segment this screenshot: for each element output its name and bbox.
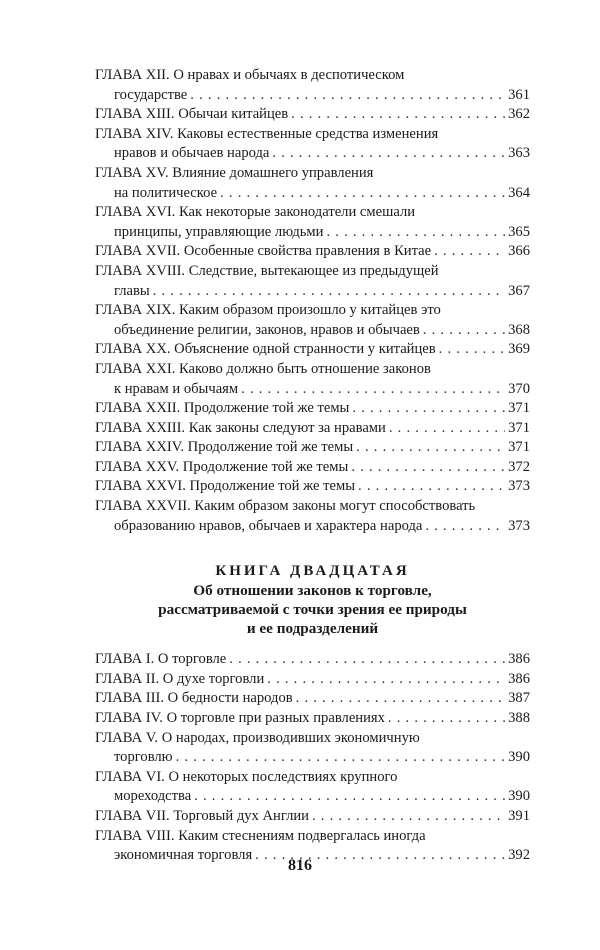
toc-entry-line bbox=[95, 125, 530, 145]
toc-entry-title: ГЛАВА XVII. Особенные свойства правления в Китае bbox=[95, 243, 432, 260]
toc-entry-title: государстве bbox=[114, 86, 188, 103]
toc-page-number: 368 bbox=[508, 321, 530, 338]
toc-entry-title: ГЛАВА XXVI. Продолжение той же темы bbox=[95, 478, 356, 495]
toc-page-number: 373 bbox=[508, 478, 530, 495]
toc-entry-line bbox=[95, 380, 530, 400]
toc-entry bbox=[95, 477, 530, 497]
toc-page-number: 372 bbox=[508, 458, 530, 475]
toc-entry-title: образованию нравов, обычаев и характера народа bbox=[114, 517, 423, 534]
toc-entry-title: ГЛАВА XIV. Каковы естественные средства изменения bbox=[95, 125, 439, 142]
toc-entry bbox=[95, 689, 530, 709]
toc-entry-title: ГЛАВА XXIV. Продолжение той же темы bbox=[95, 439, 354, 456]
leader-dots bbox=[229, 650, 505, 670]
leader-dots bbox=[220, 184, 505, 204]
leader-dots bbox=[194, 787, 505, 807]
toc-entry bbox=[95, 66, 530, 105]
leader-dots bbox=[425, 517, 505, 537]
leader-dots bbox=[352, 399, 505, 419]
toc-entry-line bbox=[95, 301, 530, 321]
toc-entry-line bbox=[95, 262, 530, 282]
leader-dots bbox=[434, 242, 505, 262]
toc-entry-line bbox=[95, 184, 530, 204]
leader-dots bbox=[190, 86, 505, 106]
leader-dots bbox=[389, 419, 505, 439]
toc-entry-line bbox=[95, 105, 530, 125]
toc-entry-line bbox=[95, 164, 530, 184]
toc-entry bbox=[95, 262, 530, 301]
toc-entry-line bbox=[95, 419, 530, 439]
toc-entry-line bbox=[95, 709, 530, 729]
toc-entry-title: ГЛАВА XVIII. Следствие, вытекающее из предыдущей bbox=[95, 262, 439, 279]
toc-page-number: 388 bbox=[508, 710, 530, 727]
toc-entry bbox=[95, 670, 530, 690]
leader-dots bbox=[351, 458, 505, 478]
leader-dots bbox=[388, 709, 505, 729]
toc-page-number: 373 bbox=[508, 517, 530, 534]
toc-entry-line bbox=[95, 340, 530, 360]
leader-dots bbox=[153, 282, 505, 302]
toc-entry bbox=[95, 768, 530, 807]
toc-entry bbox=[95, 438, 530, 458]
leader-dots bbox=[176, 748, 505, 768]
book-subtitle-line: рассматриваемой с точки зрения ее природы bbox=[158, 601, 467, 619]
toc-entry-title: торговлю bbox=[114, 749, 173, 766]
toc-entry bbox=[95, 360, 530, 399]
toc-entry-line bbox=[95, 477, 530, 497]
toc-entry-title: ГЛАВА XXII. Продолжение той же темы bbox=[95, 400, 350, 417]
toc-entry-title: ГЛАВА XIX. Каким образом произошло у китайцев это bbox=[95, 302, 441, 319]
toc-section-book-19 bbox=[95, 66, 530, 536]
toc-page-number: 392 bbox=[508, 847, 530, 864]
toc-entry-title: ГЛАВА XXV. Продолжение той же темы bbox=[95, 458, 349, 475]
toc-entry-line bbox=[95, 203, 530, 223]
leader-dots bbox=[439, 340, 505, 360]
book-heading bbox=[95, 562, 530, 638]
book-subtitle-line: и ее подразделений bbox=[246, 620, 379, 638]
toc-entry bbox=[95, 709, 530, 729]
toc-page-number: 386 bbox=[508, 670, 530, 687]
book-subtitle-line: Об отношении законов к торговле, bbox=[193, 582, 432, 600]
toc-entry bbox=[95, 650, 530, 670]
toc-entry-line bbox=[95, 86, 530, 106]
toc-entry-title: ГЛАВА VII. Торговый дух Англии bbox=[95, 808, 309, 824]
toc-entry-line bbox=[95, 497, 530, 517]
toc-entry-title: на политическое bbox=[114, 184, 218, 201]
toc-entry-title: ГЛАВА XVI. Как некоторые законодатели смешали bbox=[95, 204, 416, 221]
toc-page-number: 362 bbox=[508, 106, 530, 123]
toc-entry-line bbox=[95, 689, 530, 709]
toc-page-number: 390 bbox=[508, 788, 530, 805]
toc-page-number: 371 bbox=[508, 439, 530, 456]
toc-entry bbox=[95, 729, 530, 768]
toc-entry-line bbox=[95, 282, 530, 302]
leader-dots bbox=[272, 144, 505, 164]
toc-entry-title: принципы, управляющие людьми bbox=[114, 223, 324, 240]
toc-entry-line bbox=[95, 66, 530, 86]
toc-entry-line bbox=[95, 321, 530, 341]
toc-entry-line bbox=[95, 360, 530, 380]
toc-page-number: 363 bbox=[508, 145, 530, 162]
toc-entry-title: экономичная торговля bbox=[114, 847, 253, 864]
book-title: КНИГА ДВАДЦАТАЯ bbox=[215, 563, 410, 580]
toc-entry-title: ГЛАВА II. О духе торговли bbox=[95, 670, 265, 687]
toc-page-number: 390 bbox=[508, 749, 530, 766]
leader-dots bbox=[358, 477, 505, 497]
toc-entry-title: к нравам и обычаям bbox=[114, 380, 239, 397]
toc-entry bbox=[95, 242, 530, 262]
toc-page-number: 391 bbox=[508, 808, 530, 824]
toc-entry-title: мореходства bbox=[114, 788, 192, 805]
toc-entry bbox=[95, 301, 530, 340]
toc-entry-line bbox=[95, 807, 530, 827]
toc-entry bbox=[95, 807, 530, 827]
toc-entry bbox=[95, 497, 530, 536]
toc-entry-line bbox=[95, 438, 530, 458]
toc-entry-line bbox=[95, 144, 530, 164]
toc-entry-title: ГЛАВА V. О народах, производивших экономичную bbox=[95, 729, 420, 746]
toc-entry-line bbox=[95, 748, 530, 768]
toc-entry bbox=[95, 203, 530, 242]
leader-dots bbox=[291, 105, 505, 125]
toc-entry bbox=[95, 125, 530, 164]
toc-page-number: 387 bbox=[508, 690, 530, 707]
toc-entry bbox=[95, 458, 530, 478]
toc-page-number: 371 bbox=[508, 419, 530, 436]
toc-entry-line bbox=[95, 787, 530, 807]
toc-entry-title: ГЛАВА XX. Объяснение одной странности у китайцев bbox=[95, 341, 436, 358]
toc-entry bbox=[95, 419, 530, 439]
toc-entry-title: главы bbox=[114, 282, 150, 299]
toc-entry-line bbox=[95, 242, 530, 262]
toc-page-number: 366 bbox=[508, 243, 530, 260]
toc-page-number: 371 bbox=[508, 400, 530, 417]
toc-entry-title: ГЛАВА XXVII. Каким образом законы могут способствовать bbox=[95, 498, 476, 515]
toc-page-number: 365 bbox=[508, 223, 530, 240]
toc-page-number: 370 bbox=[508, 380, 530, 397]
leader-dots bbox=[423, 321, 505, 341]
toc-section-book-20 bbox=[95, 650, 530, 866]
toc-entry-title: ГЛАВА XV. Влияние домашнего управления bbox=[95, 164, 374, 181]
toc-entry-title: нравов и обычаев народа bbox=[114, 145, 270, 162]
toc-entry-title: объединение религии, законов, нравов и обычаев bbox=[114, 321, 420, 338]
toc-entry-title: ГЛАВА III. О бедности народов bbox=[95, 690, 293, 707]
leader-dots bbox=[356, 438, 505, 458]
toc-entry bbox=[95, 340, 530, 360]
toc-entry-title: ГЛАВА XII. О нравах и обычаях в деспотическом bbox=[95, 67, 405, 83]
toc-entry-line bbox=[95, 729, 530, 749]
toc-page-number: 364 bbox=[508, 184, 530, 201]
toc-page-number: 361 bbox=[508, 86, 530, 103]
toc-entry-line bbox=[95, 827, 530, 847]
toc-page-number: 367 bbox=[508, 282, 530, 299]
toc-entry bbox=[95, 399, 530, 419]
toc-entry-title: ГЛАВА XXIII. Как законы следуют за нравами bbox=[95, 419, 386, 436]
toc-entry-title: ГЛАВА VI. О некоторых последствиях крупного bbox=[95, 768, 398, 785]
toc-entry-line bbox=[95, 458, 530, 478]
toc-entry-line bbox=[95, 399, 530, 419]
toc-entry-line bbox=[95, 768, 530, 788]
toc-page-number: 386 bbox=[508, 651, 530, 668]
toc-entry-title: ГЛАВА IV. О торговле при разных правлениях bbox=[95, 710, 385, 727]
toc-entry bbox=[95, 105, 530, 125]
leader-dots bbox=[326, 223, 505, 243]
toc-entry-line bbox=[95, 670, 530, 690]
toc-page bbox=[95, 66, 530, 866]
leader-dots bbox=[241, 380, 505, 400]
toc-entry-title: ГЛАВА I. О торговле bbox=[95, 651, 227, 668]
toc-entry-line bbox=[95, 650, 530, 670]
toc-entry-line bbox=[95, 517, 530, 537]
toc-entry-title: ГЛАВА VIII. Каким стеснениям подвергалась иногда bbox=[95, 827, 426, 844]
leader-dots bbox=[267, 670, 505, 690]
toc-entry-line bbox=[95, 223, 530, 243]
leader-dots bbox=[312, 807, 505, 827]
toc-page-number: 369 bbox=[508, 341, 530, 358]
page-number: 816 bbox=[288, 857, 312, 874]
leader-dots bbox=[296, 689, 505, 709]
toc-entry bbox=[95, 164, 530, 203]
toc-entry-title: ГЛАВА XXI. Каково должно быть отношение законов bbox=[95, 360, 431, 377]
toc-entry-title: ГЛАВА XIII. Обычаи китайцев bbox=[95, 106, 289, 123]
